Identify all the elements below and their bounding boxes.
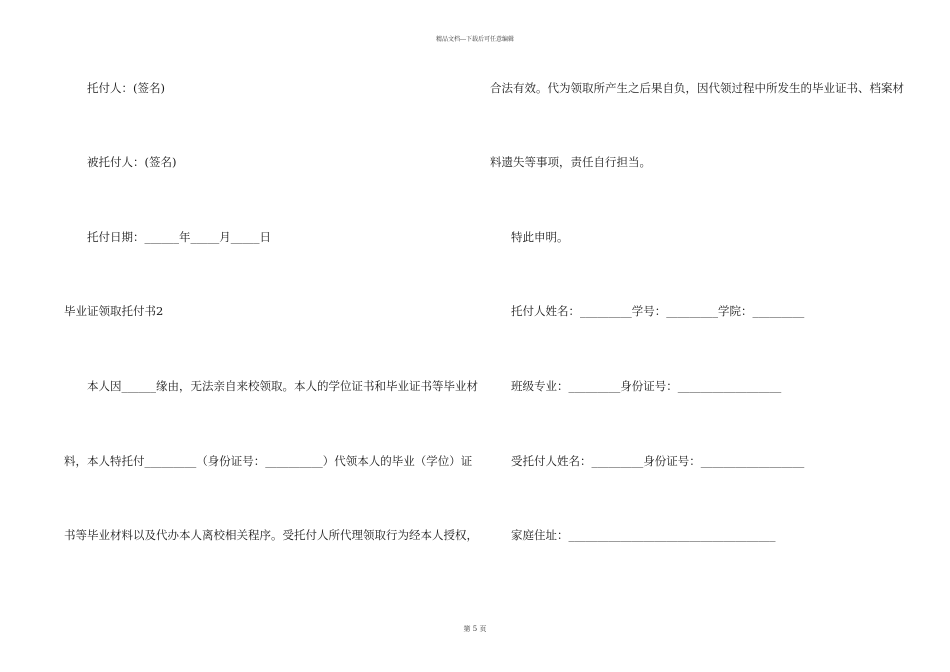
- section-heading: 毕业证领取托付书2: [64, 304, 164, 318]
- body-paragraph-line-5: 料遗失等事项，责任自行担当。: [490, 155, 651, 169]
- principal-signature-line: 托付人：(签名): [87, 81, 165, 95]
- principal-info-line: 托付人姓名：_________学号：_________学院：_________: [511, 304, 805, 318]
- page-number: 第 5 页: [463, 625, 487, 633]
- delegation-date-line: 托付日期：______年_____月_____日: [87, 230, 271, 244]
- body-paragraph-line-4: 合法有效。代为领取所产生之后果自负，因代领过程中所发生的毕业证书、档案材: [490, 81, 904, 95]
- agent-signature-line: 被托付人：(签名): [87, 155, 177, 169]
- major-id-line: 班级专业：_________身份证号：__________________: [511, 379, 782, 393]
- home-address-line: 家庭住址：____________________________________: [511, 528, 776, 542]
- body-paragraph-line-3: 书等毕业材料以及代办本人离校相关程序。受托付人所代理领取行为经本人授权，: [64, 528, 478, 542]
- page-header: 精品文档---下载后可任意编辑: [435, 36, 515, 43]
- body-paragraph-line-1: 本人因______缘由，无法亲自来校领取。本人的学位证书和毕业证书等毕业材: [87, 379, 478, 393]
- declaration-line: 特此申明。: [511, 230, 569, 244]
- agent-info-line: 受托付人姓名：_________身份证号：__________________: [511, 454, 805, 468]
- body-paragraph-line-2: 料，本人特托付_________（身份证号：__________）代领本人的毕业（学位）证: [64, 454, 473, 468]
